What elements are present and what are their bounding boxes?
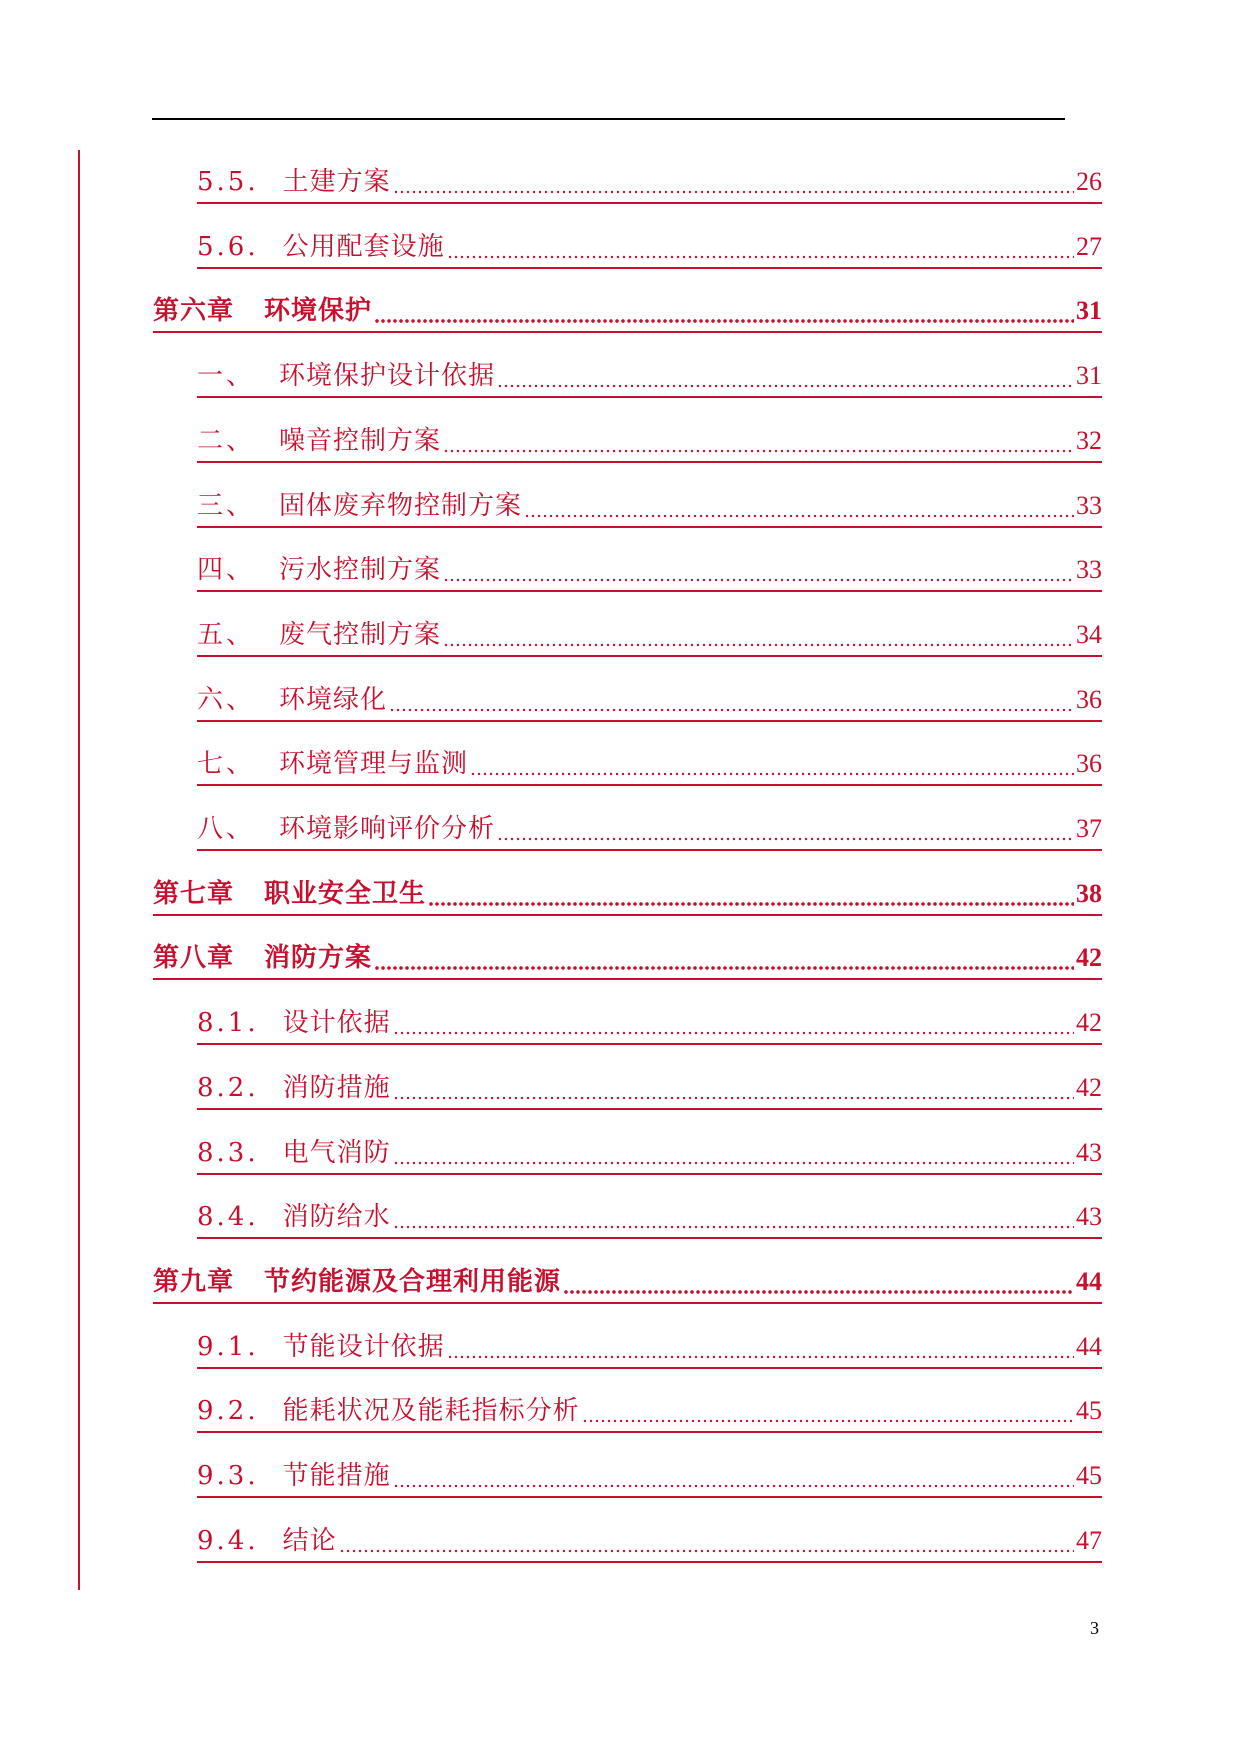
toc-entry-page: 34: [1076, 620, 1102, 649]
toc-entry-number: 六、: [197, 685, 256, 715]
toc-entry-page: 31: [1076, 296, 1102, 325]
toc-entry-page: 47: [1076, 1526, 1102, 1555]
toc-dot-leader: [497, 384, 1074, 388]
toc-entry-page: 36: [1076, 685, 1102, 714]
toc-entry-page: 37: [1076, 814, 1102, 843]
toc-entry-page: 33: [1076, 491, 1102, 520]
toc-entry-title: 公用配套设施: [282, 232, 445, 262]
toc-dot-leader: [563, 1290, 1074, 1294]
toc-entry-number: 8.3.: [197, 1138, 259, 1168]
toc-chapter-link[interactable]: [153, 287, 1102, 333]
toc-entry-number: 二、: [197, 426, 256, 456]
toc-entry-page: 44: [1076, 1332, 1102, 1361]
toc-dot-leader: [374, 319, 1074, 323]
toc-entry-page: 38: [1076, 879, 1102, 908]
toc-dot-leader: [443, 643, 1074, 647]
toc-section-link[interactable]: [197, 1193, 1102, 1239]
toc-dot-leader: [443, 449, 1074, 453]
toc-entry-title: 环境绿化: [279, 685, 388, 715]
toc-section-link[interactable]: [197, 805, 1102, 851]
toc-section-link[interactable]: [197, 1323, 1102, 1369]
toc-section-link[interactable]: [197, 482, 1102, 528]
toc-entry-number: 9.4.: [197, 1526, 259, 1556]
toc-section-link[interactable]: [197, 999, 1102, 1045]
toc-section-link[interactable]: [197, 158, 1102, 204]
toc-entry-title: 噪音控制方案: [279, 426, 442, 456]
toc-entry-page: 44: [1076, 1267, 1102, 1296]
toc-entry-title: 废气控制方案: [279, 620, 442, 650]
toc-entry-title: 消防方案: [264, 943, 373, 973]
toc-entry-title: 消防措施: [282, 1073, 391, 1103]
toc-dot-leader: [447, 1355, 1074, 1359]
toc-entry-title: 结论: [282, 1526, 337, 1556]
toc-entry-title: 环境管理与监测: [279, 749, 469, 779]
toc-entry-number: 8.1.: [197, 1008, 259, 1038]
toc-entry-number: 第九章: [153, 1267, 235, 1297]
page-number: 3: [1090, 1618, 1099, 1638]
toc-entry-page: 42: [1076, 1073, 1102, 1102]
toc-section-link[interactable]: [197, 352, 1102, 398]
toc-entry-page: 42: [1076, 1008, 1102, 1037]
toc-dot-leader: [470, 772, 1074, 776]
toc-dot-leader: [428, 902, 1074, 906]
toc-section-link[interactable]: [197, 223, 1102, 269]
toc-entry-page: 26: [1076, 167, 1102, 196]
margin-rule: [78, 150, 80, 1590]
toc-dot-leader: [393, 1031, 1074, 1035]
toc-section-link[interactable]: [197, 546, 1102, 592]
toc-entry-page: 36: [1076, 749, 1102, 778]
toc-entry-page: 27: [1076, 232, 1102, 261]
toc-entry-number: 一、: [197, 361, 256, 391]
toc-dot-leader: [393, 1484, 1074, 1488]
toc-entry-title: 消防给水: [282, 1202, 391, 1232]
toc-entry-title: 环境保护设计依据: [279, 361, 496, 391]
toc-entry-page: 33: [1076, 555, 1102, 584]
toc-section-link[interactable]: [197, 1064, 1102, 1110]
toc-entry-number: 第七章: [153, 879, 235, 909]
toc-entry-number: 9.2.: [197, 1396, 259, 1426]
toc-entry-number: 第八章: [153, 943, 235, 973]
toc-entry-title: 电气消防: [282, 1138, 391, 1168]
toc-entry-number: 三、: [197, 491, 256, 521]
toc-entry-page: 43: [1076, 1202, 1102, 1231]
toc-entry-number: 五、: [197, 620, 256, 650]
toc-entry-number: 5.5.: [197, 167, 259, 197]
toc-entry-title: 固体废弃物控制方案: [279, 491, 523, 521]
toc-dot-leader: [524, 514, 1074, 518]
toc-entry-number: 9.3.: [197, 1461, 259, 1491]
toc-entry-title: 能耗状况及能耗指标分析: [282, 1396, 580, 1426]
toc-dot-leader: [393, 1225, 1074, 1229]
toc-entry-page: 31: [1076, 361, 1102, 390]
toc-entry-title: 污水控制方案: [279, 555, 442, 585]
toc-section-link[interactable]: [197, 1387, 1102, 1433]
toc-entry-number: 5.6.: [197, 232, 259, 262]
toc-entry-page: 45: [1076, 1461, 1102, 1490]
toc-entry-number: 8.2.: [197, 1073, 259, 1103]
toc-section-link[interactable]: [197, 676, 1102, 722]
toc-entry-title: 设计依据: [282, 1008, 391, 1038]
toc-dot-leader: [447, 255, 1074, 259]
toc-section-link[interactable]: [197, 1452, 1102, 1498]
toc-entry-title: 职业安全卫生: [264, 879, 427, 909]
toc-entry-number: 9.1.: [197, 1332, 259, 1362]
toc-entry-number: 七、: [197, 749, 256, 779]
toc-dot-leader: [582, 1419, 1074, 1423]
toc-dot-leader: [339, 1549, 1074, 1553]
toc-dot-leader: [389, 708, 1074, 712]
toc-entry-number: 第六章: [153, 296, 235, 326]
toc-chapter-link[interactable]: [153, 1258, 1102, 1304]
header-rule: [152, 118, 1065, 120]
toc-entry-title: 节约能源及合理利用能源: [264, 1267, 562, 1297]
toc-dot-leader: [393, 190, 1074, 194]
toc-entry-title: 节能设计依据: [282, 1332, 445, 1362]
toc-chapter-link[interactable]: [153, 870, 1102, 916]
toc-entry-title: 土建方案: [282, 167, 391, 197]
toc-entry-title: 环境影响评价分析: [279, 814, 496, 844]
toc-entry-number: 四、: [197, 555, 256, 585]
toc-entry-number: 八、: [197, 814, 256, 844]
toc-dot-leader: [393, 1161, 1074, 1165]
toc-entry-title: 环境保护: [264, 296, 373, 326]
toc-section-link[interactable]: [197, 417, 1102, 463]
toc-dot-leader: [374, 966, 1074, 970]
toc-section-link[interactable]: [197, 611, 1102, 657]
toc-entry-title: 节能措施: [282, 1461, 391, 1491]
toc-dot-leader: [497, 837, 1074, 841]
toc-entry-page: 43: [1076, 1138, 1102, 1167]
toc-section-link[interactable]: [197, 1517, 1102, 1563]
toc-entry-number: 8.4.: [197, 1202, 259, 1232]
toc-dot-leader: [443, 578, 1074, 582]
toc-chapter-link[interactable]: [153, 934, 1102, 980]
toc-dot-leader: [393, 1096, 1074, 1100]
toc-entry-page: 45: [1076, 1396, 1102, 1425]
toc-entry-page: 42: [1076, 943, 1102, 972]
toc-entry-page: 32: [1076, 426, 1102, 455]
toc-section-link[interactable]: [197, 1129, 1102, 1175]
toc-section-link[interactable]: [197, 740, 1102, 786]
